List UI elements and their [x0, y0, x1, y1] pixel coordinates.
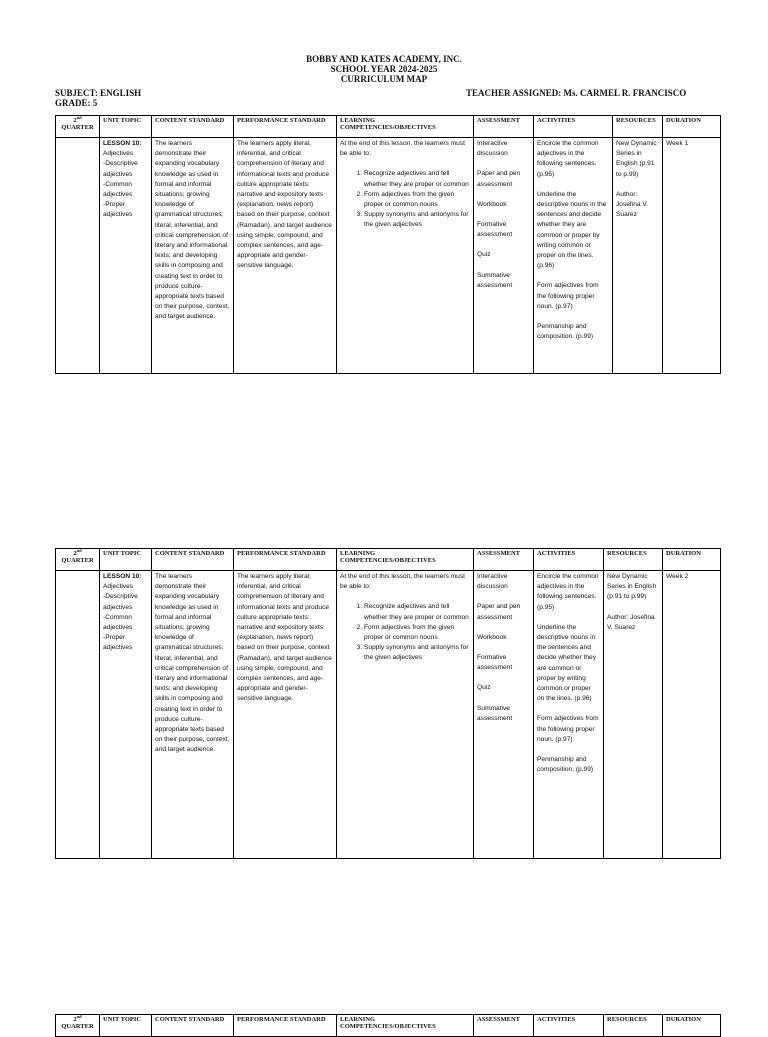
header-assessment: ASSESSMENT	[474, 116, 534, 138]
activities-cell: Encircle the common adjectives in the following sentences. (p.95) Underline the descriptive nouns in the sentences and decide whether they are common or proper by writing common or proper on the lines. (p.96) Form adjectives from the following proper noun. (p.97) Penmanship and composition. (p.99)	[534, 571, 604, 859]
school-name: BOBBY AND KATES ACADEMY, INC.	[306, 54, 462, 64]
header-resources: RESOURCES	[613, 116, 663, 138]
content-standard-cell: The learners demonstrate their expanding vocabulary knowledge as used in formal and informal situations; growing knowledge of grammatical structures; literal, inferential, and critical comprehension of literary and informational texts; and developing skills in composing and creating text in order to produce culture-appropriate texts based on their purpose, context, and target audience.	[152, 138, 234, 374]
duration-cell: Week 1	[663, 138, 721, 374]
header-performance-standard: PERFORMANCE STANDARD	[234, 116, 337, 138]
header-quarter: 2nd QUARTER	[56, 1015, 100, 1037]
school-year: SCHOOL YEAR 2024-2025	[330, 64, 438, 74]
header-unit-topic: UNIT TOPIC	[100, 549, 152, 571]
assessment-cell: Interactive discussion Paper and pen assessment Workbook Formative assessment Quiz Summative assessment	[474, 138, 534, 374]
header-unit-topic: UNIT TOPIC	[100, 116, 152, 138]
header-duration: DURATION	[663, 549, 721, 571]
table-row	[56, 571, 721, 859]
header-performance-standard: PERFORMANCE STANDARD	[234, 1015, 337, 1037]
performance-standard-cell: The learners apply literal, inferential, and critical comprehension of literary and informational texts and produce culture appropriate texts: narrative and expository texts (explanation, news report) based on their purpose, context (Ramadan), and target audience using simple, compound, and complex sentences, and age-appropriate and gender-sensitive language.	[234, 138, 337, 374]
resources-cell: New Dynamic Series in English (p.91 to p.99) Author: Josefina V. Suarez	[613, 138, 663, 374]
activities-cell: Encircle the common adjectives in the following sentences. (p.95) Underline the descriptive nouns in the sentences and decide whether they are common or proper by writing common or proper on the lines. (p.96) Form adjectives from the following proper noun. (p.97) Penmanship and composition. (p.99)	[534, 138, 613, 374]
competency-item: 1. Recognize adjectives and tell whether they are proper or common	[364, 602, 470, 622]
grade-label: GRADE: 5	[55, 98, 98, 108]
learning-competencies-cell: At the end of this lesson, the learners must be able to: 1. Recognize adjectives and tell whether they are proper or common 2. Form adjectives from the given proper or common nouns 3. Supply synonyms and antonyms for the given adjectives	[337, 571, 474, 859]
learning-competencies-cell: At the end of this lesson, the learners must be able to: 1. Recognize adjectives and tell whether they are proper or common 2. Form adjectives from the given proper or common nouns 3. Supply synonyms and antonyms for the given adjectives	[337, 138, 474, 374]
header-assessment: ASSESSMENT	[474, 1015, 534, 1037]
content-standard-cell: The learners demonstrate their expanding vocabulary knowledge as used in formal and informal situations; growing knowledge of grammatical structures; literal, inferential, and critical comprehension of literary and informational texts; and developing skills in composing and creating text in order to produce culture-appropriate texts based on their purpose, context, and target audience.	[152, 571, 234, 859]
header-duration: DURATION	[663, 116, 721, 138]
competency-item: 2. Form adjectives from the given proper or common nouns	[364, 623, 470, 643]
duration-cell: Week 2	[663, 571, 721, 859]
header-content-standard: CONTENT STANDARD	[152, 116, 234, 138]
header-assessment: ASSESSMENT	[474, 549, 534, 571]
header-activities: ACTIVITIES	[534, 1015, 604, 1037]
competency-item: 1. Recognize adjectives and tell whether they are proper or common	[364, 169, 470, 189]
header-content-standard: CONTENT STANDARD	[152, 1015, 234, 1037]
header-unit-topic: UNIT TOPIC	[100, 1015, 152, 1037]
table-row	[56, 138, 721, 374]
document-title: CURRICULUM MAP	[340, 74, 428, 84]
header-quarter: 2nd QUARTER	[56, 549, 100, 571]
competency-item: 3. Supply synonyms and antonyms for the given adjectives	[364, 643, 470, 663]
competency-item: 2. Form adjectives from the given proper or common nouns	[364, 190, 470, 210]
curriculum-table-next	[55, 1014, 721, 1037]
document-header	[0, 54, 768, 84]
header-resources: RESOURCES	[604, 1015, 663, 1037]
unit-topic-cell: LESSON 10: Adjectives -Descriptive adjectives -Common adjectives -Proper adjectives	[100, 138, 152, 374]
teacher-label: TEACHER ASSIGNED: Ms. CARMEL R. FRANCISCO	[466, 88, 687, 98]
competency-item: 3. Supply synonyms and antonyms for the given adjectives	[364, 210, 470, 230]
curriculum-table-week2	[55, 548, 721, 859]
assessment-cell: Interactive discussion Paper and pen assessment Workbook Formative assessment Quiz Summative assessment	[474, 571, 534, 859]
subject-grade-block	[55, 88, 141, 108]
header-resources: RESOURCES	[604, 549, 663, 571]
quarter-cell	[56, 571, 100, 859]
performance-standard-cell: The learners apply literal, inferential, and critical comprehension of literary and informational texts and produce culture appropriate texts: narrative and expository texts (explanation, news report) based on their purpose, context (Ramadan), and target audience using simple, compound, and complex sentences, and age-appropriate and gender-sensitive language.	[234, 571, 337, 859]
header-performance-standard: PERFORMANCE STANDARD	[234, 549, 337, 571]
header-activities: ACTIVITIES	[534, 116, 613, 138]
subject-label: SUBJECT: ENGLISH	[55, 88, 142, 98]
header-learning-competencies: LEARNING COMPETENCIES/OBJECTIVES	[337, 549, 474, 571]
curriculum-table-week1	[55, 115, 721, 374]
quarter-cell	[56, 138, 100, 374]
unit-topic-cell: LESSON 10: Adjectives -Descriptive adjectives -Common adjectives -Proper adjectives	[100, 571, 152, 859]
resources-cell: New Dynamic Series in English (p.91 to p.99) Author: Josefina V. Suarez	[604, 571, 663, 859]
header-quarter: 2nd QUARTER	[56, 116, 100, 138]
header-learning-competencies: LEARNING COMPETENCIES/OBJECTIVES	[337, 1015, 474, 1037]
header-content-standard: CONTENT STANDARD	[152, 549, 234, 571]
header-activities: ACTIVITIES	[534, 549, 604, 571]
header-duration: DURATION	[663, 1015, 721, 1037]
header-learning-competencies: LEARNING COMPETENCIES/OBJECTIVES	[337, 116, 474, 138]
